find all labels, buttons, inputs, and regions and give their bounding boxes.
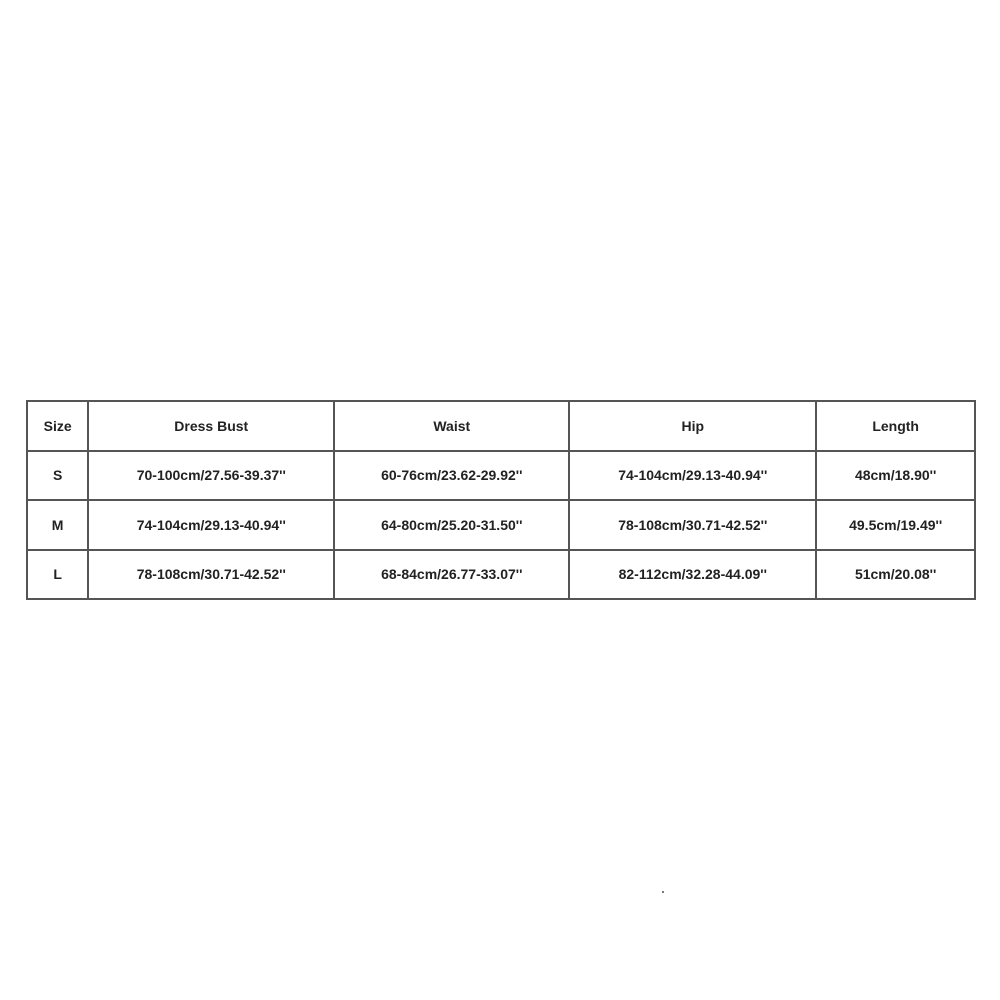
header-size: Size [27, 401, 88, 451]
length-cell: 48cm/18.90'' [816, 451, 975, 501]
size-cell: M [27, 500, 88, 550]
length-cell: 49.5cm/19.49'' [816, 500, 975, 550]
bust-cell: 78-108cm/30.71-42.52'' [88, 550, 334, 600]
size-cell: L [27, 550, 88, 600]
waist-cell: 68-84cm/26.77-33.07'' [334, 550, 569, 600]
hip-cell: 78-108cm/30.71-42.52'' [569, 500, 816, 550]
waist-cell: 60-76cm/23.62-29.92'' [334, 451, 569, 501]
header-dress-bust: Dress Bust [88, 401, 334, 451]
bust-cell: 70-100cm/27.56-39.37'' [88, 451, 334, 501]
bust-cell: 74-104cm/29.13-40.94'' [88, 500, 334, 550]
size-chart-table [26, 400, 976, 600]
hip-cell: 74-104cm/29.13-40.94'' [569, 451, 816, 501]
header-row [27, 401, 975, 451]
hip-cell: 82-112cm/32.28-44.09'' [569, 550, 816, 600]
header-waist: Waist [334, 401, 569, 451]
waist-cell: 64-80cm/25.20-31.50'' [334, 500, 569, 550]
table-row [27, 550, 975, 600]
table-row [27, 451, 975, 501]
stray-dot [662, 891, 664, 893]
header-hip: Hip [569, 401, 816, 451]
length-cell: 51cm/20.08'' [816, 550, 975, 600]
table-row [27, 500, 975, 550]
header-length: Length [816, 401, 975, 451]
size-cell: S [27, 451, 88, 501]
